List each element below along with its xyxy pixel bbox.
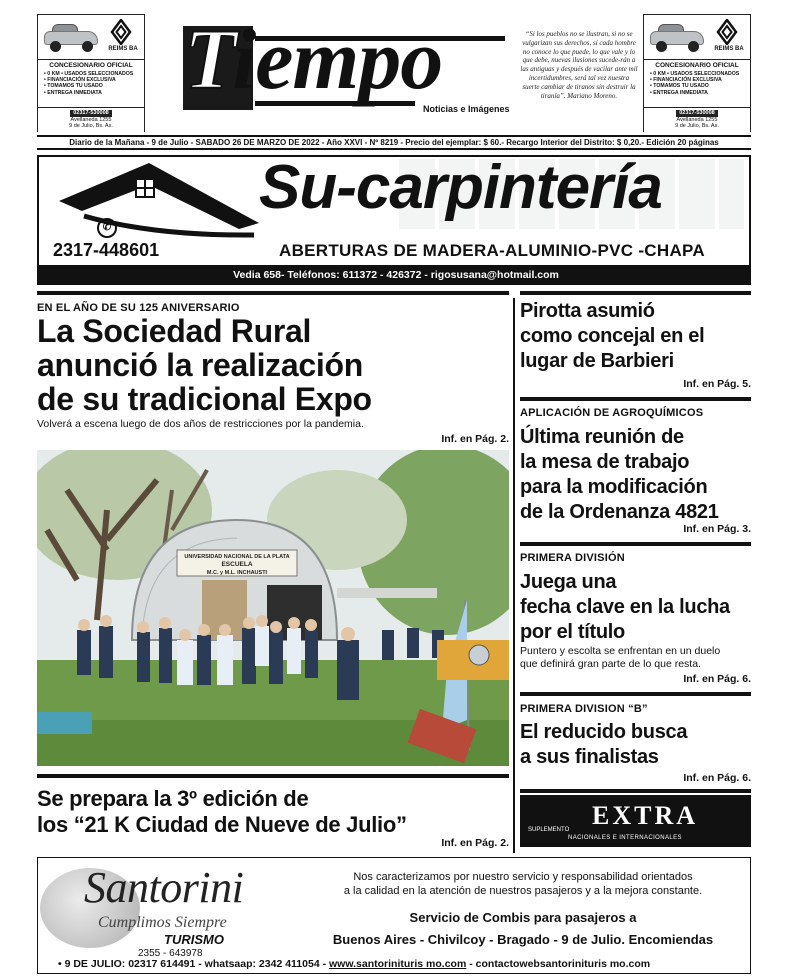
list-item: • TOMAMOS TU USADO [44, 83, 133, 89]
whatsapp-icon: ✆ [97, 218, 117, 238]
dealer-phone: 02317-530008 [70, 110, 111, 117]
right-s3-headline[interactable] [520, 570, 730, 645]
headline-line: El reducido busca [520, 721, 688, 743]
list-item: • TOMAMOS TU USADO [650, 83, 739, 89]
headline-line: de su tradicional Expo [37, 381, 372, 417]
right-s2-kicker: APLICACIÓN DE AGROQUÍMICOS [520, 407, 704, 419]
headline-line: Se prepara la 3º edición de [37, 786, 309, 811]
santorini-name: Santorini [84, 863, 244, 912]
description-line: a la calidad en la atención de nuestros pasajeros y a la mejora constante. [343, 885, 703, 897]
right-s4-page-ref[interactable]: Inf. en Pág. 6. [683, 772, 751, 784]
section-rule [520, 692, 751, 696]
lead-page-ref[interactable]: Inf. en Pág. 2. [441, 433, 509, 445]
right-s1-headline[interactable] [520, 299, 704, 374]
right-s2-page-ref[interactable]: Inf. en Pág. 3. [683, 523, 751, 535]
right-s3-page-ref[interactable]: Inf. en Pág. 6. [683, 673, 751, 685]
official-dealer-label: CONCESIONARIO OFICIAL [644, 59, 750, 69]
extra-title: EXTRA [592, 801, 699, 830]
santorini-contact-phones: • 9 DE JULIO: 02317 614491 - whatsaap: 2342 411054 - [58, 958, 327, 970]
right-s1-page-ref[interactable]: Inf. en Pág. 5. [683, 378, 751, 390]
official-dealer-label: CONCESIONARIO OFICIAL [38, 59, 144, 69]
renault-logo-icon [716, 19, 738, 45]
photo-sign-line-1: UNIVERSIDAD NACIONAL DE LA PLATA [184, 554, 290, 560]
section-rule [520, 789, 751, 793]
dealer-brand: REIMS BA [108, 46, 138, 52]
newspaper-subtitle: Noticias e Imágenes [423, 104, 510, 114]
expo-photo[interactable] [37, 450, 509, 766]
lead-kicker: EN EL AÑO DE SU 125 ANIVERSARIO [37, 302, 240, 314]
deck-line: que definirá gran parte de lo que resta. [520, 658, 701, 670]
headline-line: por el título [520, 621, 625, 643]
headline-line: lugar de Barbieri [520, 350, 674, 372]
list-item: • ENTREGA INMEDIATA [44, 90, 133, 96]
right-s4-kicker: PRIMERA DIVISION “B” [520, 703, 648, 715]
second-headline[interactable] [37, 786, 407, 838]
carpinteria-contact-bar: Vedia 658- Teléfonos: 611372 - 426372 - rigosusana@hotmail.com [39, 265, 751, 285]
dealer-brand: REIMS BA [714, 46, 744, 52]
headline-line: como concejal en el [520, 325, 705, 347]
list-item: • FINANCIACIÓN EXCLUSIVA [650, 77, 739, 83]
dealer-contact [644, 107, 750, 132]
dealer-address: Avellaneda 1255 [676, 116, 718, 123]
description-line: Nos caracterizamos por nuestro servicio y responsabilidad orientados [353, 871, 693, 883]
list-item: • 0 KM • USADOS SELECCIONADOS [650, 71, 739, 77]
headline-line: Pirotta asumió [520, 300, 655, 322]
right-s4-headline[interactable] [520, 720, 687, 770]
pickup-truck-image [648, 21, 706, 51]
lead-headline[interactable] [37, 314, 372, 416]
santorini-ad[interactable] [37, 857, 751, 974]
dealer-services-list [44, 71, 133, 96]
carpinteria-tagline: ABERTURAS DE MADERA-ALUMINIO-PVC -CHAPA [279, 241, 705, 260]
dealer-city: 9 de Julio, Bs. As. [69, 123, 113, 129]
section-rule [520, 397, 751, 401]
section-rule [520, 291, 751, 295]
santorini-email: - contactowebsantorinituris mo.com [469, 958, 651, 970]
santorini-routes: Buenos Aires - Chivilcoy - Bragado - 9 de Julio. Encomiendas [332, 932, 714, 947]
masthead-quote: “Si los pueblos no se ilustran, si no se vulgarizan sus derechos, si cada hombre no conoce lo que puede, lo que vale y lo que debe, nuevas ilusiones sucede-rán a las antiguas y después de vacilar ante mil incertidumbres, será tal vez nuestra suerte cambiar de tiranos sin destruir la tiranía”. Mariano Moreno. [520, 30, 638, 100]
right-s3-deck [520, 645, 720, 671]
extra-supplement-banner[interactable] [520, 795, 751, 847]
santorini-contact-line [58, 958, 748, 970]
section-rule [37, 774, 509, 778]
headline-line: anunció la realización [37, 347, 363, 383]
right-s3-kicker: PRIMERA DIVISIÓN [520, 552, 625, 564]
santorini-description [298, 870, 748, 898]
renault-ad-left[interactable] [37, 14, 145, 132]
second-page-ref[interactable]: Inf. en Pág. 2. [441, 837, 509, 849]
headline-line: fecha clave en la lucha [520, 596, 730, 618]
newspaper-logo[interactable] [180, 11, 510, 122]
santorini-phone: 2355 - 643978 [138, 948, 203, 959]
carpinteria-name: Su-carpintería [259, 155, 662, 222]
dealer-city: 9 de Julio, Bs. As. [675, 123, 719, 129]
extra-suplemento-label: SUPLEMENTO [528, 827, 570, 833]
headline-line: Juega una [520, 571, 617, 593]
pickup-truck-image [42, 21, 100, 51]
carpinteria-phone: 2317-448601 [53, 240, 160, 260]
headline-line: Última reunión de [520, 426, 684, 448]
extra-sections-label: NACIONALES E INTERNACIONALES [568, 835, 682, 841]
dealer-phone: 02317-530008 [676, 110, 717, 117]
newspaper-title: Tiempo [184, 11, 443, 107]
column-divider [513, 298, 515, 853]
renault-ad-right[interactable] [643, 14, 751, 132]
dateline: Diario de la Mañana - 9 de Julio - SABADO 26 DE MARZO DE 2022 - Año XXVI - Nº 8219 - Precio del ejemplar: $ 60.- Recargo Interior del Distrito: $ 0,20.- Edición 20 páginas [37, 135, 751, 150]
headline-line: a sus finalistas [520, 746, 659, 768]
dealer-services-list [650, 71, 739, 96]
right-s2-headline[interactable] [520, 425, 719, 525]
photo-sign-line-3: M.C. y M.L. INCHAUSTI [206, 570, 268, 576]
dealer-contact [38, 107, 144, 132]
expo-scene-image [37, 450, 509, 766]
renault-logo-icon [110, 19, 132, 45]
santorini-slogan: Cumplimos Siempre [98, 914, 227, 931]
list-item: • 0 KM • USADOS SELECCIONADOS [44, 71, 133, 77]
dealer-address: Avellaneda 1255 [70, 116, 112, 123]
santorini-service: Servicio de Combis para pasajeros a [409, 910, 637, 925]
santorini-tourism-label: TURISMO [164, 932, 224, 947]
lead-deck: Volverá a escena luego de dos años de restricciones por la pandemia. [37, 418, 364, 430]
headline-line: la mesa de trabajo [520, 451, 690, 473]
photo-sign-line-2: ESCUELA [221, 561, 253, 568]
list-item: • ENTREGA INMEDIATA [650, 90, 739, 96]
carpinteria-ad[interactable] [37, 155, 751, 285]
headline-line: de la Ordenanza 4821 [520, 501, 719, 523]
list-item: • FINANCIACIÓN EXCLUSIVA [44, 77, 133, 83]
santorini-website-link[interactable]: www.santorinituris mo.com [329, 958, 467, 970]
house-roof-icon [54, 161, 269, 243]
headline-line: para la modificación [520, 476, 708, 498]
headline-line: los “21 K Ciudad de Nueve de Julio” [37, 812, 407, 837]
section-rule [520, 542, 751, 546]
headline-line: La Sociedad Rural [37, 313, 312, 349]
deck-line: Puntero y escolta se enfrentan en un duelo [520, 645, 721, 657]
section-rule [37, 291, 509, 295]
